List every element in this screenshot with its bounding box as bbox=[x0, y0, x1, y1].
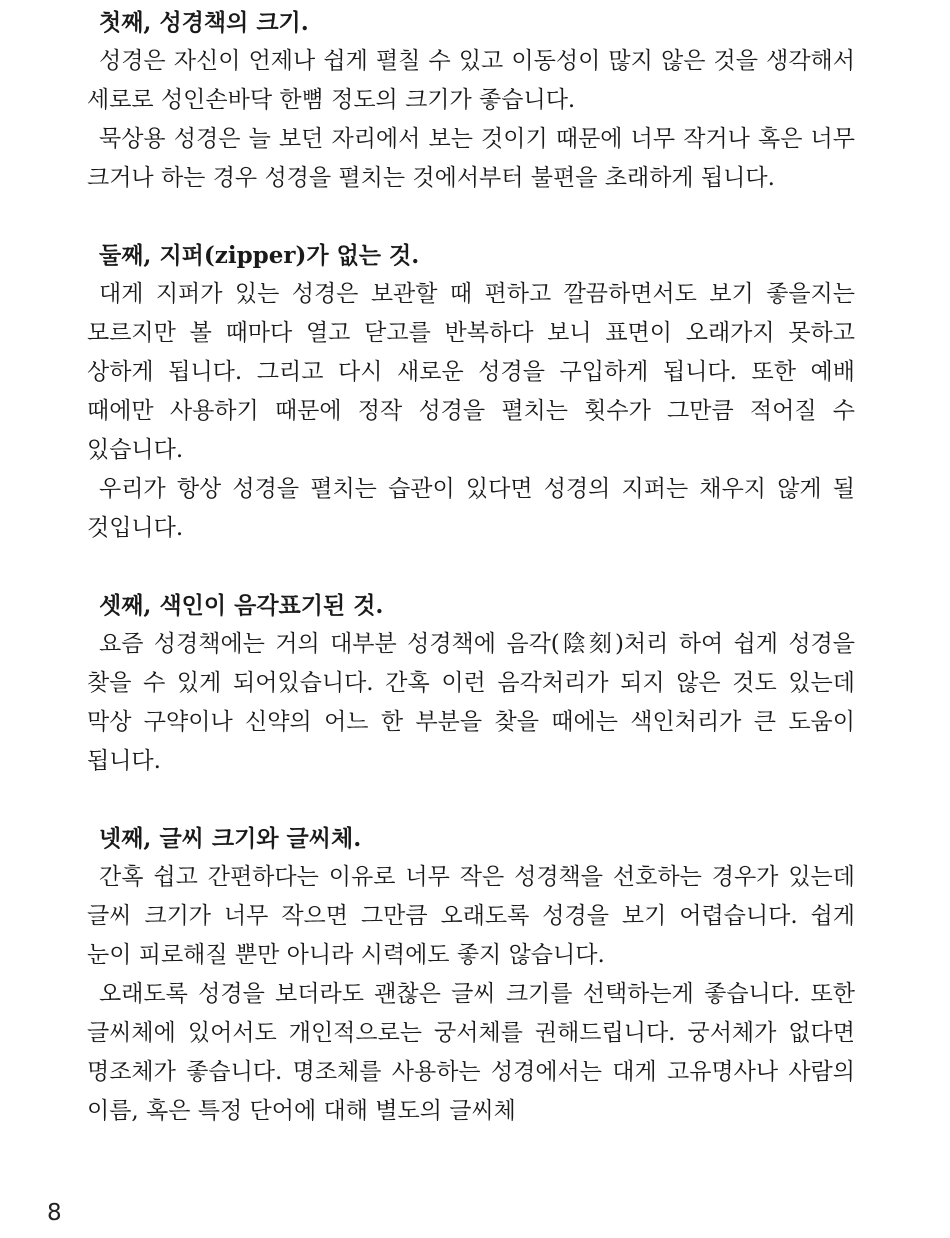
section-bible-size bbox=[87, 4, 855, 198]
section-heading: 둘째, 지퍼(zipper)가 없는 것. bbox=[99, 242, 420, 269]
section-font-size-and-typeface bbox=[87, 820, 855, 1131]
section-heading: 첫째, 성경책의 크기. bbox=[99, 9, 309, 36]
document-page bbox=[87, 4, 855, 1131]
section-heading: 셋째, 색인이 음각표기된 것. bbox=[99, 592, 384, 619]
paragraph: 오래도록 성경을 보더라도 괜찮은 글씨 크기를 선택하는게 좋습니다. 또한 글씨체에 있어서도 개인적으로는 궁서체를 권해드립니다. 궁서체가 없다면 명조체가 좋습니다. 명조체를 사용하는 성경에서는 대게 고유명사나 사람의 이름, 혹은 특정 단어에 대해 별도의 글씨체 bbox=[87, 981, 855, 1124]
section-heading: 넷째, 글씨 크기와 글씨체. bbox=[99, 825, 362, 852]
page-number: 8 bbox=[47, 1200, 62, 1226]
section-no-zipper bbox=[87, 237, 855, 548]
paragraph: 성경은 자신이 언제나 쉽게 펼칠 수 있고 이동성이 많지 않은 것을 생각해서 세로로 성인손바닥 한뼘 정도의 크기가 좋습니다. bbox=[87, 48, 855, 113]
paragraph: 우리가 항상 성경을 펼치는 습관이 있다면 성경의 지퍼는 채우지 않게 될 것입니다. bbox=[87, 476, 855, 541]
section-thumb-index bbox=[87, 587, 855, 781]
paragraph: 대게 지퍼가 있는 성경은 보관할 때 편하고 깔끔하면서도 보기 좋을지는 모르지만 볼 때마다 열고 닫고를 반복하다 보니 표면이 오래가지 못하고 상하게 됩니다. 그리고 다시 새로운 성경을 구입하게 됩니다. 또한 예배 때에만 사용하기 때문에 정작 성경을 펼치는 횟수가 그만큼 적어질 수 있습니다. bbox=[87, 281, 855, 463]
paragraph: 간혹 쉽고 간편하다는 이유로 너무 작은 성경책을 선호하는 경우가 있는데 글씨 크기가 너무 작으면 그만큼 오래도록 성경을 보기 어렵습니다. 쉽게 눈이 피로해질 뿐만 아니라 시력에도 좋지 않습니다. bbox=[87, 864, 855, 968]
paragraph: 요즘 성경책에는 거의 대부분 성경책에 음각(陰刻)처리 하여 쉽게 성경을 찾을 수 있게 되어있습니다. 간혹 이런 음각처리가 되지 않은 것도 있는데 막상 구약이나 신약의 어느 한 부분을 찾을 때에는 색인처리가 큰 도움이 됩니다. bbox=[87, 631, 855, 774]
paragraph: 묵상용 성경은 늘 보던 자리에서 보는 것이기 때문에 너무 작거나 혹은 너무 크거나 하는 경우 성경을 펼치는 것에서부터 불편을 초래하게 됩니다. bbox=[87, 126, 855, 191]
